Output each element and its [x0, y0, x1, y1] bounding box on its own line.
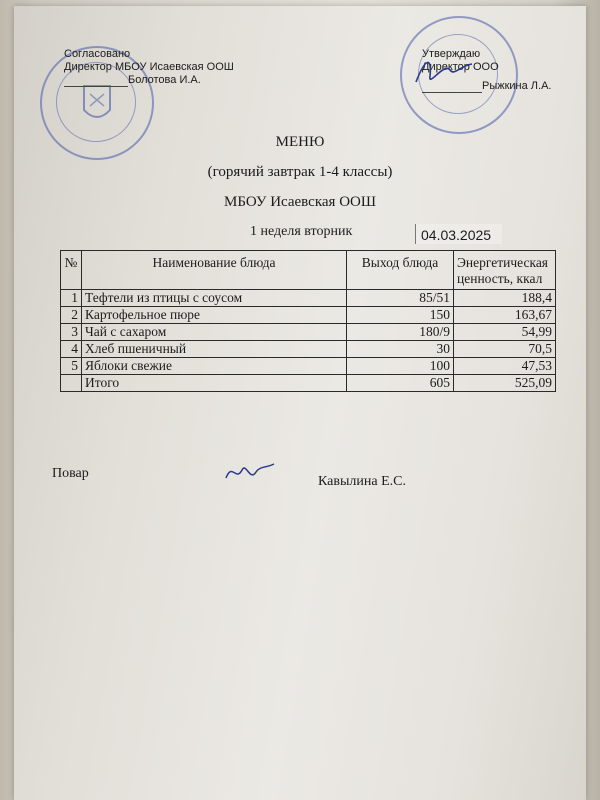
col-header-energy: Энергетическая ценность, ккал [454, 251, 556, 290]
school-name: МБОУ Исаевская ООШ [223, 194, 376, 210]
dish-name: Яблоки свежие [82, 358, 347, 375]
signature-line-right [422, 92, 482, 93]
total-energy: 525,09 [454, 375, 556, 392]
menu-date: 04.03.2025 [421, 227, 492, 243]
dish-name: Хлеб пшеничный [82, 341, 347, 358]
approval-right-name: Рыжкина Л.А. [482, 80, 552, 92]
table-row [61, 290, 556, 307]
dish-name: Тефтели из птицы с соусом [82, 290, 347, 307]
approval-left-position: Директор МБОУ Исаевская ООШ [64, 61, 234, 73]
dish-energy: 54,99 [454, 324, 556, 341]
table-header-row [61, 251, 556, 290]
cook-signature-icon [222, 456, 278, 490]
row-number-empty [61, 375, 82, 392]
week-day: 1 неделя вторник [250, 224, 353, 239]
dish-output: 180/9 [347, 324, 454, 341]
col-header-output: Выход блюда [347, 251, 454, 290]
menu-table [60, 250, 556, 392]
table-total-row [61, 375, 556, 392]
total-label: Итого [82, 375, 347, 392]
approval-left-name: Болотова И.А. [128, 74, 201, 86]
document-subtitle: (горячий завтрак 1-4 классы) [207, 164, 393, 180]
col-header-number: № [61, 251, 82, 290]
dish-output: 30 [347, 341, 454, 358]
cook-role: Повар [52, 466, 89, 481]
table-row [61, 307, 556, 324]
approval-right-label: Утверждаю [422, 48, 481, 60]
row-number: 1 [61, 290, 82, 307]
total-output: 605 [347, 375, 454, 392]
dish-output: 100 [347, 358, 454, 375]
table-row [61, 341, 556, 358]
document-title: МЕНЮ [275, 134, 325, 150]
cook-name: Кавылина Е.С. [318, 474, 406, 489]
dish-energy: 188,4 [454, 290, 556, 307]
row-number: 5 [61, 358, 82, 375]
dish-name: Картофельное пюре [82, 307, 347, 324]
signature-line-left [64, 86, 128, 87]
table-row [61, 324, 556, 341]
table-row [61, 358, 556, 375]
dish-output: 85/51 [347, 290, 454, 307]
row-number: 2 [61, 307, 82, 324]
row-number: 4 [61, 341, 82, 358]
approval-right-position: Директор ООО [422, 61, 499, 73]
approval-left-label: Согласовано [64, 48, 131, 60]
row-number: 3 [61, 324, 82, 341]
dish-energy: 47,53 [454, 358, 556, 375]
dish-output: 150 [347, 307, 454, 324]
dish-energy: 163,67 [454, 307, 556, 324]
dish-name: Чай с сахаром [82, 324, 347, 341]
director-signature-icon [410, 52, 480, 92]
dish-energy: 70,5 [454, 341, 556, 358]
col-header-dish: Наименование блюда [82, 251, 347, 290]
